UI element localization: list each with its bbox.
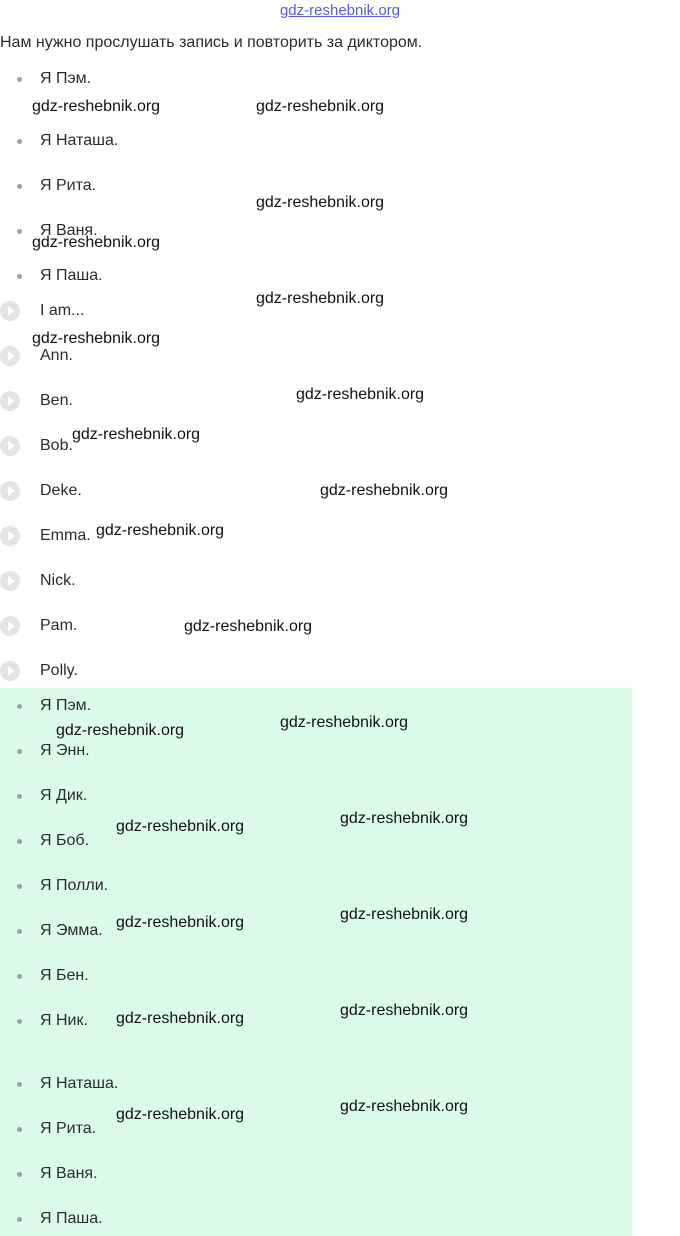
play-icon[interactable]	[0, 616, 20, 636]
audio-item-text: Bob.	[40, 437, 73, 454]
play-icon[interactable]	[0, 571, 20, 591]
answer-item-text: Я Эмма.	[40, 922, 103, 939]
audio-item-text: Nick.	[40, 572, 76, 589]
bullet-icon	[17, 1127, 22, 1132]
bullet-icon	[17, 794, 22, 799]
watermark: gdz-reshebnik.org	[32, 330, 161, 347]
bullet-icon	[17, 274, 22, 279]
answer-item-text: Я Пэм.	[40, 697, 92, 714]
watermark: gdz-reshebnik.org	[96, 522, 225, 539]
watermark: gdz-reshebnik.org	[116, 1010, 245, 1027]
bullet-icon	[17, 749, 22, 754]
answer-item-text: Я Боб.	[40, 832, 90, 849]
answer-item-text: Я Ваня.	[40, 1165, 98, 1182]
answer-panel	[0, 688, 632, 1236]
watermark: gdz-reshebnik.org	[296, 386, 425, 403]
bullet-icon	[17, 184, 22, 189]
watermark: gdz-reshebnik.org	[280, 714, 409, 731]
list-item-text: Я Наташа.	[40, 132, 119, 149]
answer-item-text: Я Ник.	[40, 1012, 88, 1029]
play-icon[interactable]	[0, 526, 20, 546]
bullet-icon	[17, 229, 22, 234]
play-icon[interactable]	[0, 436, 20, 456]
list-item-text: Я Ваня.	[40, 222, 98, 239]
intro-text: Нам нужно прослушать запись и повторить за диктором.	[0, 34, 423, 51]
list-item-text: Я Паша.	[40, 267, 103, 284]
bullet-icon	[17, 1019, 22, 1024]
list-item-text: Я Пэм.	[40, 70, 92, 87]
bullet-icon	[17, 77, 22, 82]
answer-item-text: Я Дик.	[40, 787, 88, 804]
bullet-icon	[17, 1082, 22, 1087]
bullet-icon	[17, 1217, 22, 1222]
watermark: gdz-reshebnik.org	[32, 98, 161, 115]
answer-item-text: Я Энн.	[40, 742, 90, 759]
bullet-icon	[17, 929, 22, 934]
watermark: gdz-reshebnik.org	[116, 818, 245, 835]
watermark: gdz-reshebnik.org	[256, 194, 385, 211]
audio-item-text: Ann.	[40, 347, 73, 364]
watermark: gdz-reshebnik.org	[56, 722, 185, 739]
bullet-icon	[17, 839, 22, 844]
answer-item-text: Я Наташа.	[40, 1075, 119, 1092]
watermark: gdz-reshebnik.org	[256, 290, 385, 307]
audio-item-text: Ben.	[40, 392, 73, 409]
watermark: gdz-reshebnik.org	[116, 914, 245, 931]
audio-item-text: Polly.	[40, 662, 78, 679]
site-link[interactable]: gdz-reshebnik.org	[279, 2, 401, 19]
play-icon[interactable]	[0, 301, 20, 321]
watermark: gdz-reshebnik.org	[340, 1002, 469, 1019]
play-icon[interactable]	[0, 346, 20, 366]
answer-item-text: Я Бен.	[40, 967, 89, 984]
audio-item-text: I am...	[40, 302, 85, 319]
watermark: gdz-reshebnik.org	[184, 618, 313, 635]
bullet-icon	[17, 884, 22, 889]
watermark: gdz-reshebnik.org	[340, 810, 469, 827]
play-icon[interactable]	[0, 661, 20, 681]
watermark: gdz-reshebnik.org	[340, 1098, 469, 1115]
watermark: gdz-reshebnik.org	[256, 98, 385, 115]
watermark: gdz-reshebnik.org	[116, 1106, 245, 1123]
answer-item-text: Я Паша.	[40, 1210, 103, 1227]
watermark: gdz-reshebnik.org	[72, 426, 201, 443]
watermark: gdz-reshebnik.org	[320, 482, 449, 499]
answer-item-text: Я Рита.	[40, 1120, 97, 1137]
watermark: gdz-reshebnik.org	[32, 234, 161, 251]
audio-item-text: Emma.	[40, 527, 91, 544]
bullet-icon	[17, 139, 22, 144]
bullet-icon	[17, 1172, 22, 1177]
play-icon[interactable]	[0, 481, 20, 501]
audio-item-text: Pam.	[40, 617, 78, 634]
watermark: gdz-reshebnik.org	[340, 906, 469, 923]
audio-item-text: Deke.	[40, 482, 82, 499]
play-icon[interactable]	[0, 391, 20, 411]
bullet-icon	[17, 974, 22, 979]
bullet-icon	[17, 704, 22, 709]
answer-item-text: Я Полли.	[40, 877, 109, 894]
list-item-text: Я Рита.	[40, 177, 97, 194]
